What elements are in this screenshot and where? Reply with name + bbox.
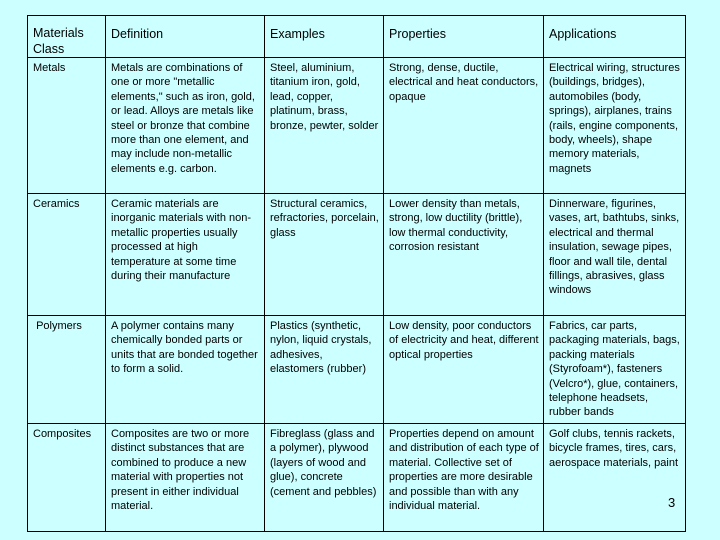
cell-definition: Ceramic materials are inorganic materials with non-metallic properties usually processed at high temperature at some time during their manufacture [106,194,265,316]
cell-class: Ceramics [27,194,106,316]
header-definition: Definition [106,15,265,58]
header-examples: Examples [265,15,384,58]
cell-applications: Dinnerware, figurines, vases, art, bathtubs, sinks, electrical and thermal insulation, sewage pipes, floor and wall tile, dental fillings, abrasives, glass windows [544,194,686,316]
cell-examples: Plastics (synthetic, nylon, liquid crystals, adhesives, elastomers (rubber) [265,316,384,424]
cell-examples: Steel, aluminium, titanium iron, gold, lead, copper, platinum, brass, bronze, pewter, solder [265,58,384,194]
cell-properties: Strong, dense, ductile, electrical and heat conductors, opaque [384,58,544,194]
cell-definition: A polymer contains many chemically bonded parts or units that are bonded together to form a solid. [106,316,265,424]
cell-applications: Electrical wiring, structures (buildings, bridges), automobiles (body, springs), airplanes, trains (rails, engine components, body, wheels), shape memory materials, magnets [544,58,686,194]
materials-table [27,15,686,532]
table-row-metals [27,58,686,194]
cell-applications: Fabrics, car parts, packaging materials, bags, packing materials (Styrofoam*), fasteners (Velcro*), glue, containers, telephone headsets, rubber bands [544,316,686,424]
table-row-ceramics [27,194,686,316]
cell-examples: Fibreglass (glass and a polymer), plywood (layers of wood and glue), concrete (cement and pebbles) [265,424,384,532]
cell-examples: Structural ceramics, refractories, porcelain, glass [265,194,384,316]
cell-properties: Lower density than metals, strong, low ductility (brittle), low thermal conductivity, corrosion resistant [384,194,544,316]
table-row-polymers [27,316,686,424]
cell-class: Polymers [27,316,106,424]
header-properties: Properties [384,15,544,58]
cell-definition: Metals are combinations of one or more "metallic elements," such as iron, gold, or lead. Alloys are metals like steel or bronze that combine more than one element, and may include non-metallic elements e.g. carbon. [106,58,265,194]
cell-properties: Low density, poor conductors of electricity and heat, different optical properties [384,316,544,424]
page-number: 3 [668,495,676,510]
header-materials-class: Materials Class [27,15,106,58]
cell-class: Composites [27,424,106,532]
cell-class: Metals [27,58,106,194]
header-applications: Applications [544,15,686,58]
cell-properties: Properties depend on amount and distribution of each type of material. Collective set of properties are more desirable and possible than with any individual material. [384,424,544,532]
cell-definition: Composites are two or more distinct substances that are combined to produce a new material with properties not present in either individual material. [106,424,265,532]
table-row-composites [27,424,686,532]
table-header-row [27,15,686,58]
cell-applications: Golf clubs, tennis rackets, bicycle frames, tires, cars, aerospace materials, paint [544,424,686,532]
